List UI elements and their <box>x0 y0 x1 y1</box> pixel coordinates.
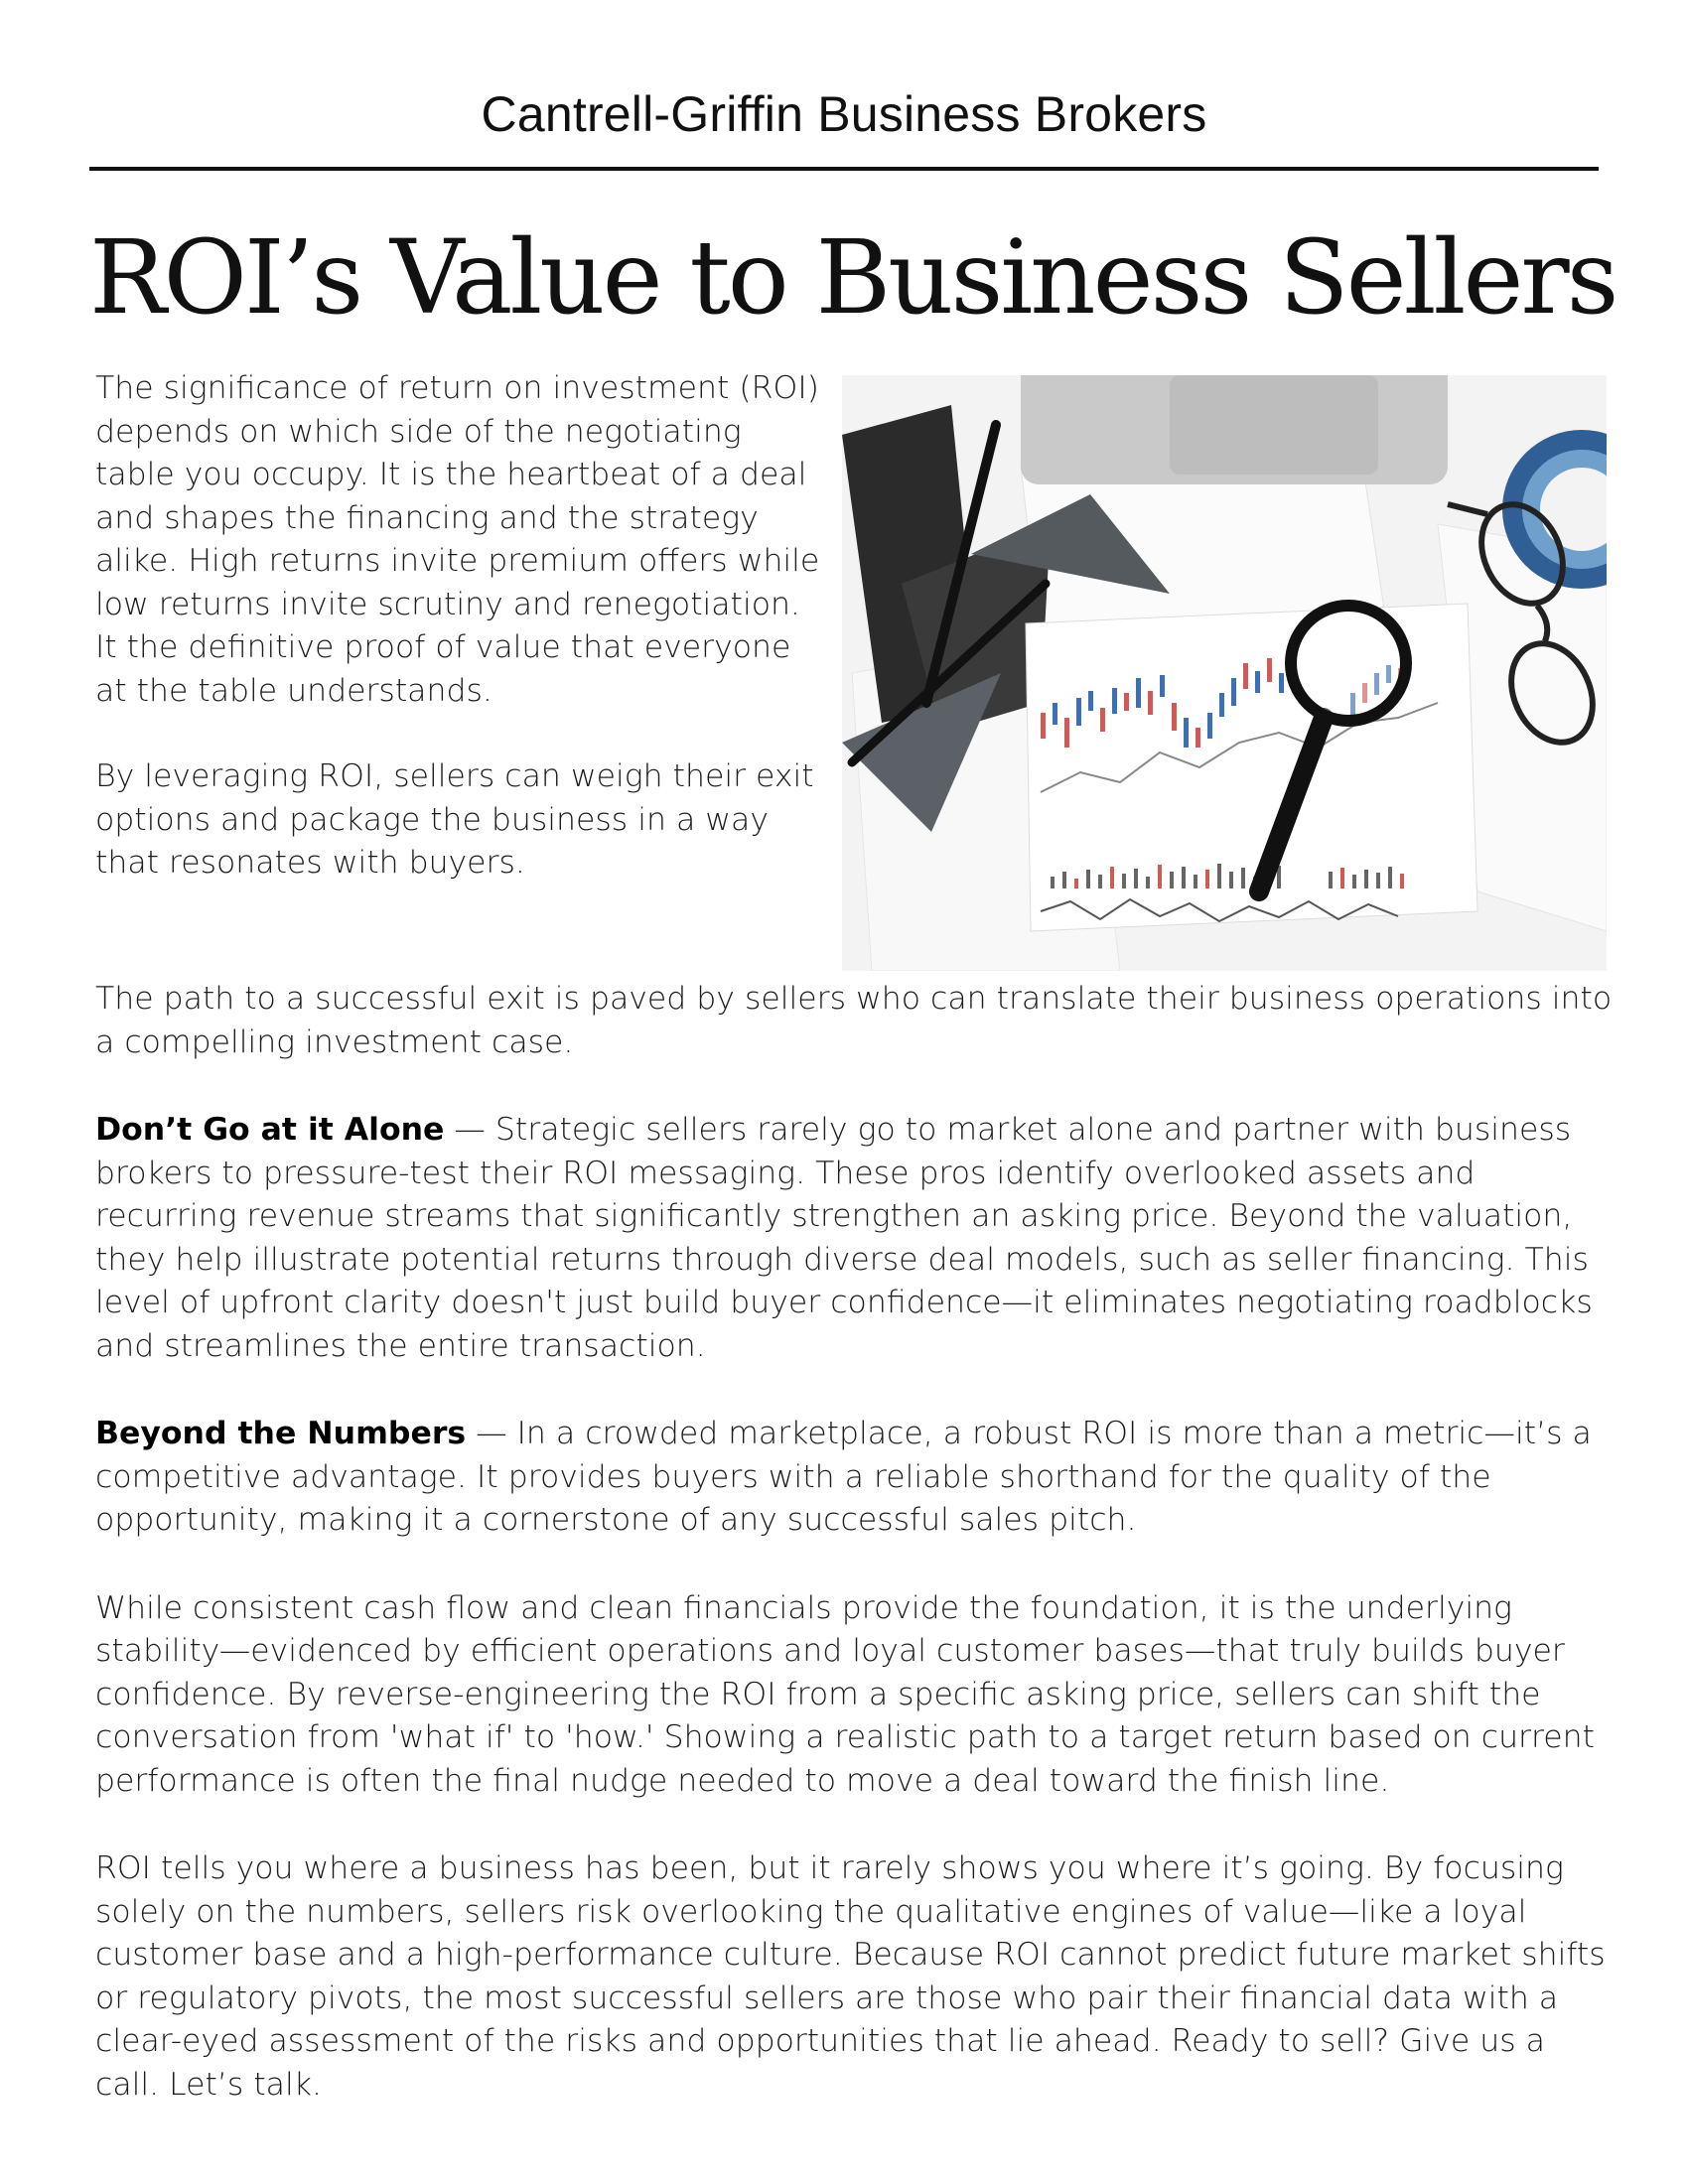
section-separator: — <box>466 1416 517 1451</box>
section-separator: — <box>444 1112 495 1148</box>
section-body: Strategic sellers rarely go to market alone and partner with business brokers to pressure-test their ROI messaging. These pros identify overlooked assets and recurring revenue streams that significantly strengthen an asking price. Beyond the valuation, they help illustrate potential returns through diverse deal models, such as seller financing. This level of upfront clarity doesn't just build buyer confidence—it eliminates negotiating roadblocks and streamlines the entire transaction. <box>95 1112 1593 1364</box>
intro-text <box>95 367 830 886</box>
section-dont-go-alone <box>95 1109 1615 1368</box>
intro-paragraph-1: The significance of return on investment (ROI) depends on which side of the negotiating table you occupy. It is the heartbeat of a deal and shapes the financing and the strategy alike. High returns invite premium offers while low returns invite scrutiny and renegotiation. It the definitive proof of value that everyone at the table understands. <box>95 370 820 709</box>
section-body: In a crowded marketplace, a robust ROI is more than a metric—it’s a competitive advantage. It provides buyers with a reliable shorthand for the quality of the opportunity, making it a cornerstone of any successful sales pitch. <box>95 1416 1592 1538</box>
section-heading: Beyond the Numbers <box>95 1416 467 1451</box>
closing-paragraph-1: While consistent cash flow and clean financials provide the foundation, it is the underlying stability—evidenced by efficient operations and loyal customer bases—that truly builds buyer confidence. By reverse-engineering the ROI from a specific asking price, sellers can shift the conversation from 'what if' to 'how.' Showing a realistic path to a target return based on current performance is often the final nudge needed to move a deal toward the finish line. <box>95 1589 1595 1799</box>
path-paragraph: The path to a successful exit is paved by sellers who can translate their business operations into a compelling investment case. <box>95 981 1613 1060</box>
section-heading: Don’t Go at it Alone <box>95 1112 445 1148</box>
intro-paragraph-2: By leveraging ROI, sellers can weigh their exit options and package the business in a way that resonates with buyers. <box>95 758 814 881</box>
company-header: Cantrell-Griffin Business Brokers <box>481 86 1207 142</box>
closing-paragraph-2: ROI tells you where a business has been, but it rarely shows you where it’s going. By focusing solely on the numbers, sellers risk overlooking the qualitative engines of value—like a loyal customer base and a high-performance culture. Because ROI cannot predict future market shifts or regulatory pivots, the most successful sellers are those who pair their financial data with a clear-eyed assessment of the risks and opportunities that lie ahead. Ready to sell? Give us a call. Let’s talk. <box>95 1850 1606 2103</box>
article-title: ROI’s Value to Business Sellers <box>89 218 1617 338</box>
desk-charts-photo <box>842 375 1607 971</box>
section-beyond-numbers <box>95 1413 1615 1543</box>
header-divider <box>89 167 1599 171</box>
desk-photo-illustration <box>842 375 1607 971</box>
main-text <box>95 978 1615 2107</box>
